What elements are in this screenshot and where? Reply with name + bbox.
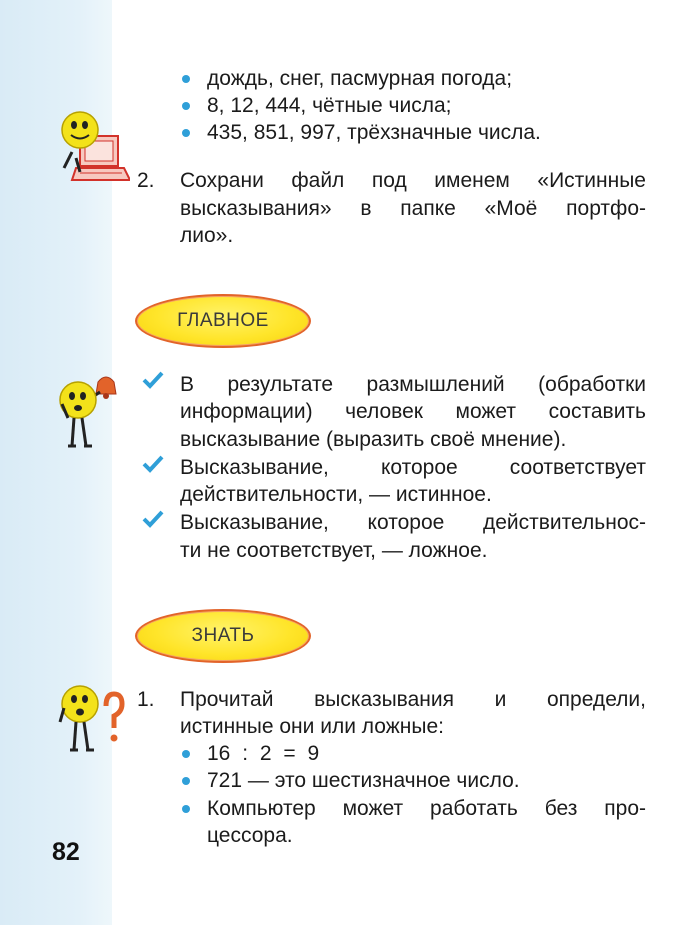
checkmark-icon — [142, 510, 164, 528]
checkmark-icon — [142, 371, 164, 389]
paragraph-line: высказывание (выразить своё мнение). — [180, 428, 567, 451]
list-item: дождь, снег, пасмурная погода; — [207, 67, 513, 90]
list-item-continuation: цессора. — [207, 824, 293, 847]
item-number: 2. — [137, 169, 155, 192]
bullet-dot — [182, 102, 190, 110]
paragraph-line: действительности, — истинное. — [180, 483, 492, 506]
computer-mascot-icon — [52, 108, 130, 188]
bell-mascot-icon — [54, 368, 120, 450]
item-number: 1. — [137, 688, 155, 711]
bullet-dot — [182, 805, 190, 813]
paragraph-line: высказывания» в папке «Моё портфо- — [180, 197, 646, 220]
list-item: 435, 851, 997, трёхзначные числа. — [207, 121, 541, 144]
list-item: 16 : 2 = 9 — [207, 742, 320, 765]
list-item: Компьютер может работать без про- — [207, 797, 646, 820]
paragraph-line: ти не соответствует, — ложное. — [180, 539, 488, 562]
paragraph-line: В результате размышлений (обработки — [180, 373, 646, 396]
paragraph-line: Прочитай высказывания и определи, — [180, 688, 646, 711]
paragraph-line: Высказывание, которое действительнос- — [180, 511, 646, 534]
bullet-dot — [182, 129, 190, 137]
paragraph-line: истинные они или ложные: — [180, 715, 444, 738]
bullet-dot — [182, 750, 190, 758]
paragraph-line: лио». — [180, 224, 234, 247]
bullet-dot — [182, 777, 190, 785]
paragraph-line: информации) человек может составить — [180, 400, 646, 423]
question-mascot-icon — [54, 682, 126, 754]
paragraph-line: Сохрани файл под именем «Истинные — [180, 169, 646, 192]
bullet-dot — [182, 75, 190, 83]
checkmark-icon — [142, 455, 164, 473]
list-item: 8, 12, 444, чётные числа; — [207, 94, 452, 117]
page-number: 82 — [52, 838, 80, 866]
know-badge: ЗНАТЬ — [135, 609, 311, 663]
list-item: 721 — это шестизначное число. — [207, 769, 520, 792]
paragraph-line: Высказывание, которое соответствует — [180, 456, 646, 479]
main-badge: ГЛАВНОЕ — [135, 294, 311, 348]
